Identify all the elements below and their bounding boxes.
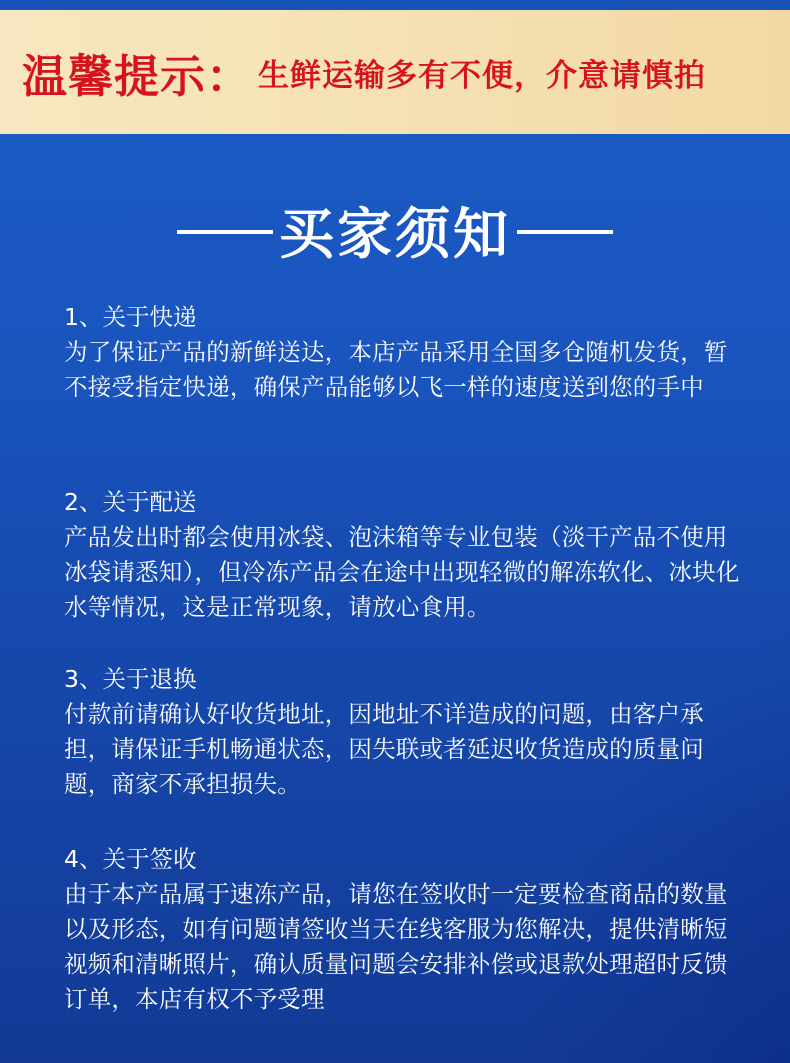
section-body: 为了保证产品的新鲜送达，本店产品采用全国多仓随机发货，暂不接受指定快递，确保产品能够以飞一样的速度送到您的手中 xyxy=(64,338,728,401)
top-band xyxy=(0,0,790,10)
section-receipt xyxy=(64,842,744,1017)
notice-banner xyxy=(0,10,790,134)
section-delivery xyxy=(64,300,744,405)
heading-left-dash xyxy=(177,230,273,234)
heading-row xyxy=(0,196,790,266)
section-title: 1、关于快递 xyxy=(64,303,197,331)
section-title: 4、关于签收 xyxy=(64,845,197,873)
section-body: 付款前请确认好收货地址，因地址不详造成的问题，由客户承担，请保证手机畅通状态，因失联或者延迟收货造成的质量问题，商家不承担损失。 xyxy=(64,700,704,798)
section-body: 由于本产品属于速冻产品，请您在签收时一定要检查商品的数量以及形态，如有问题请签收当天在线客服为您解决，提供清晰短视频和清晰照片，确认质量问题会安排补偿或退款处理超时反馈订单，本店有权不予受理 xyxy=(64,880,728,1013)
section-returns xyxy=(64,662,744,802)
notice-title: 温馨提示： xyxy=(22,49,253,103)
page-title: 买家须知 xyxy=(278,201,511,266)
section-body: 产品发出时都会使用冰袋、泡沫箱等专业包装（淡干产品不使用冰袋请悉知），但冷冻产品会在途中出现轻微的解冻软化、冰块化水等情况，这是正常现象，请放心食用。 xyxy=(64,523,740,621)
section-title: 2、关于配送 xyxy=(64,488,197,516)
section-title: 3、关于退换 xyxy=(64,665,197,693)
section-shipping xyxy=(64,485,744,625)
notice-text: 生鲜运输多有不便，介意请慎拍 xyxy=(258,57,707,94)
heading-right-dash xyxy=(517,230,613,234)
